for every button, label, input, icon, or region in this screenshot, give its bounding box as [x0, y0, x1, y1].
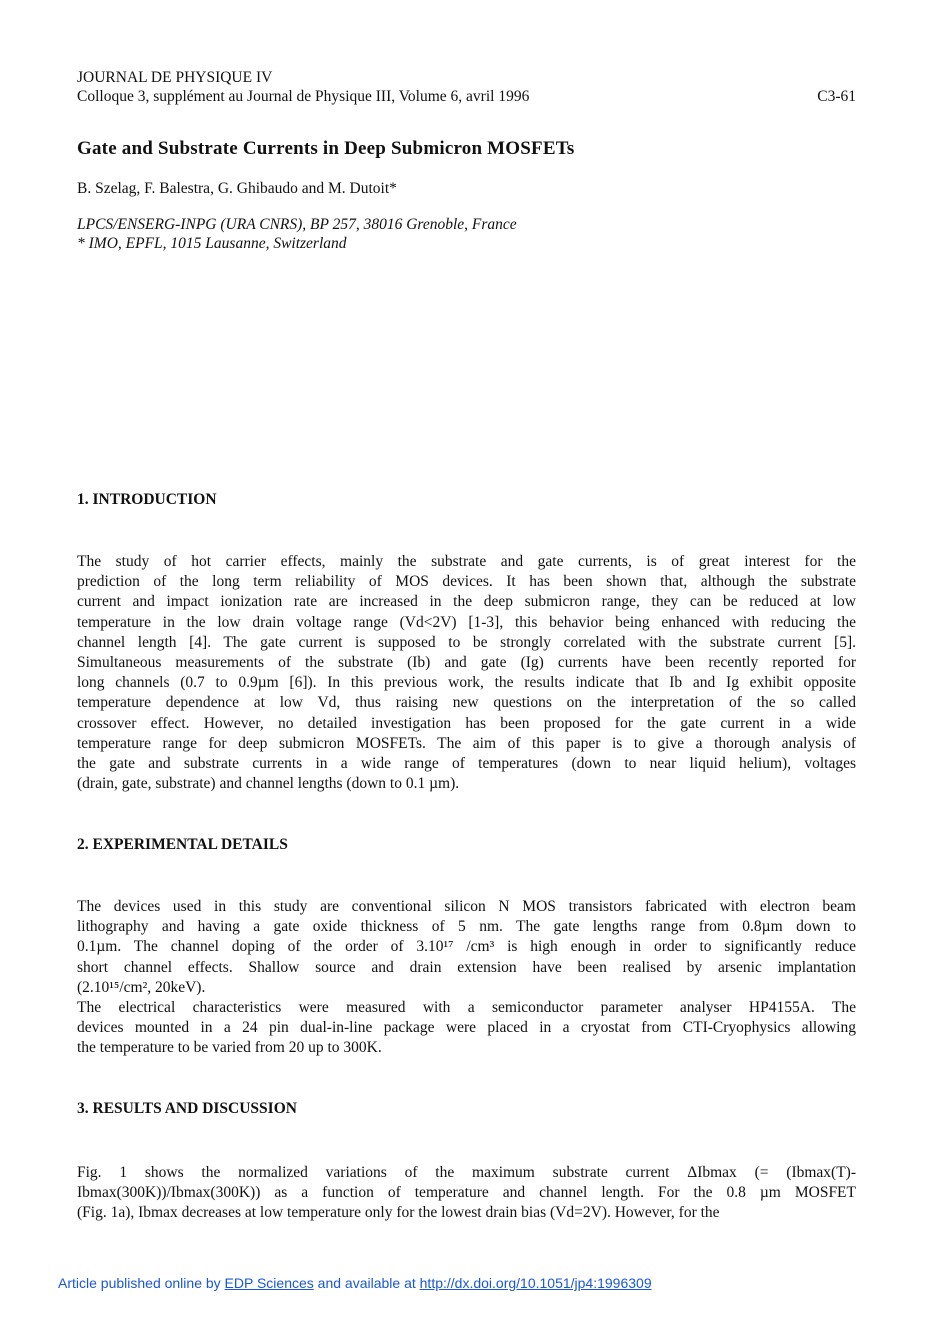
text-line: temperature in the low drain voltage range (Vd<2V) [1-3], this behavior being enhanced with reducing the	[77, 613, 856, 631]
text-line: The study of hot carrier effects, mainly the substrate and gate currents, is of great interest for the	[77, 553, 856, 570]
colloque-line: Colloque 3, supplément au Journal de Physique III, Volume 6, avril 1996	[77, 88, 530, 105]
text-line: channel length [4]. The gate current is supposed to be strongly correlated with the substrate current [5].	[77, 633, 856, 651]
text-line: Simultaneous measurements of the substrate (Ib) and gate (Ig) currents have been recently reported for	[77, 654, 856, 672]
text-line: 0.1µm. The channel doping of the order of 3.10¹⁷ /cm³ is high enough in order to significantly reduce	[77, 938, 856, 956]
text-line: temperature dependence at low Vd, thus raising new questions on the interpretation of the so called	[77, 694, 856, 712]
paragraph-results	[77, 1163, 856, 1224]
affiliation-1: LPCS/ENSERG-INPG (URA CNRS), BP 257, 38016 Grenoble, France	[77, 216, 517, 233]
text-line: lithography and having a gate oxide thickness of 5 nm. The gate lengths range from 0.8µm down to	[77, 918, 856, 936]
text-line: prediction of the long term reliability of MOS devices. It has been shown that, although the substrate	[77, 573, 856, 591]
section-heading-experimental: 2. EXPERIMENTAL DETAILS	[77, 836, 288, 853]
journal-header	[77, 68, 529, 106]
text-line: (2.10¹⁵/cm², 20keV).	[77, 978, 206, 996]
section-heading-introduction: 1. INTRODUCTION	[77, 491, 217, 508]
text-line: The devices used in this study are conventional silicon N MOS transistors fabricated with electron beam	[77, 898, 856, 915]
paper-title: Gate and Substrate Currents in Deep Submicron MOSFETs	[77, 138, 575, 159]
doi-link[interactable]: http://dx.doi.org/10.1051/jp4:1996309	[419, 1275, 652, 1291]
text-line: short channel effects. Shallow source and drain extension have been realised by arsenic implantation	[77, 958, 856, 976]
text-line: (Fig. 1a), Ibmax decreases at low temperature only for the lowest drain bias (Vd=2V). However, for the	[77, 1204, 720, 1222]
text-line: devices mounted in a 24 pin dual-in-line package were placed in a cryostat from CTI-Cryophysics allowing	[77, 1019, 856, 1037]
text-line: (drain, gate, substrate) and channel lengths (down to 0.1 µm).	[77, 775, 460, 793]
text-line: temperature range for deep submicron MOSFETs. The aim of this paper is to give a thorough analysis of	[77, 734, 856, 752]
footer-middle: and available at	[317, 1275, 416, 1291]
publication-footer	[58, 1275, 652, 1291]
text-line: The electrical characteristics were measured with a semiconductor parameter analyser HP4155A. The	[77, 999, 856, 1017]
paragraph-introduction	[77, 552, 856, 794]
affiliations	[77, 215, 517, 253]
text-line: current and impact ionization rate are increased in the deep submicron range, they can be reduced at low	[77, 593, 856, 611]
text-line: Fig. 1 shows the normalized variations of the maximum substrate current ΔIbmax (= (Ibmax(T)-	[77, 1164, 856, 1181]
section-heading-results: 3. RESULTS AND DISCUSSION	[77, 1100, 297, 1117]
paragraph-experimental	[77, 897, 856, 1059]
affiliation-2: * IMO, EPFL, 1015 Lausanne, Switzerland	[77, 235, 347, 252]
page-number: C3-61	[817, 88, 856, 105]
edp-sciences-link[interactable]: EDP Sciences	[224, 1275, 314, 1291]
text-line: crossover effect. However, no detailed investigation has been proposed for the gate current in a wide	[77, 714, 856, 732]
footer-prefix: Article published online by	[58, 1275, 221, 1291]
text-line: long channels (0.7 to 0.9µm [6]). In this previous work, the results indicate that Ib and Ig exhibit opposite	[77, 674, 856, 692]
journal-name: JOURNAL DE PHYSIQUE IV	[77, 69, 273, 86]
text-line: the temperature to be varied from 20 up to 300K.	[77, 1039, 382, 1057]
text-line: Ibmax(300K))/Ibmax(300K)) as a function of temperature and channel length. For the 0.8 µm MOSFET	[77, 1184, 856, 1202]
author-list: B. Szelag, F. Balestra, G. Ghibaudo and M. Dutoit*	[77, 180, 397, 197]
text-line: the gate and substrate currents in a wide range of temperatures (down to near liquid helium), voltages	[77, 755, 856, 773]
